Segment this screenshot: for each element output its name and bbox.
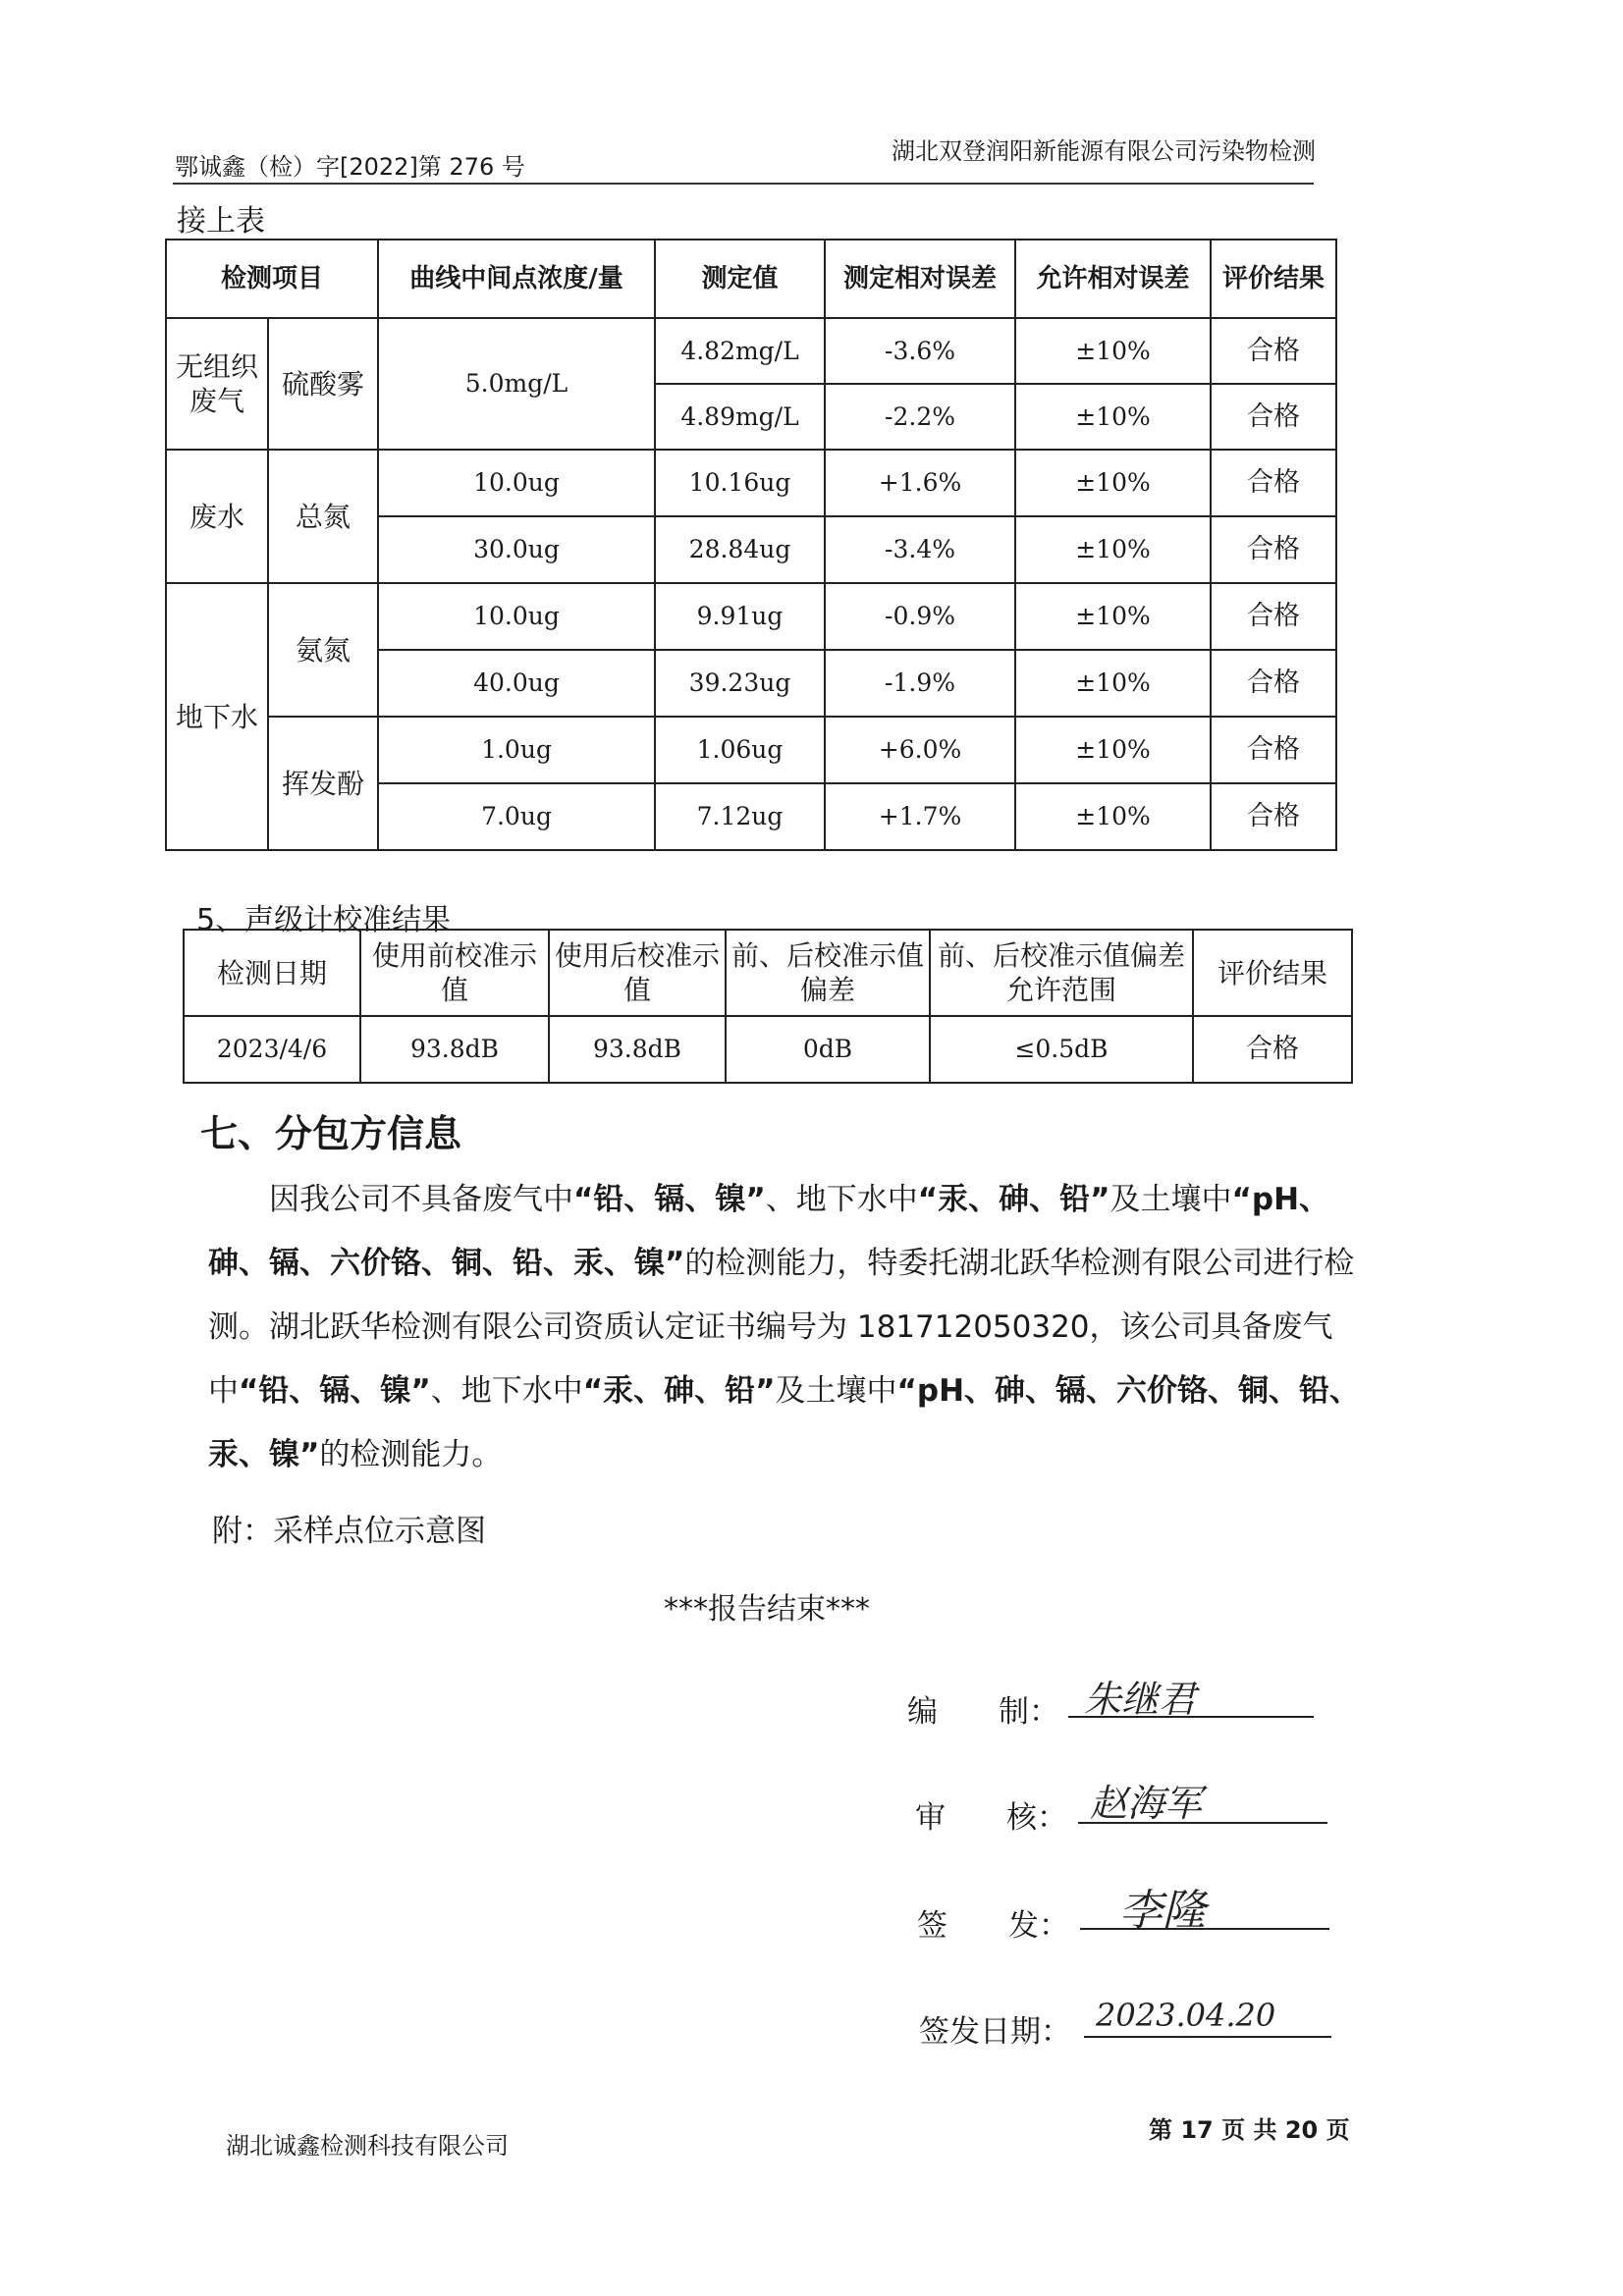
category-cell: 地下水: [166, 583, 268, 850]
deviation-cell: 0dB: [726, 1016, 930, 1083]
header-divider: [173, 183, 1314, 185]
date-cell: 2023/4/6: [184, 1016, 360, 1083]
table-row: [166, 583, 1336, 650]
measured-cell: 9.91ug: [655, 583, 825, 650]
result-cell: 合格: [1211, 583, 1336, 650]
para-text: 的检测能力，特委托湖北跃华检测有限公司进行检测。湖北跃华检测有限公司资质认定证书编号为 181712050320，该公司具备废气中: [208, 1246, 1355, 1409]
para-text: 、地下水中: [430, 1373, 583, 1409]
header-before: 使用前校准示值: [360, 930, 549, 1016]
rel-error-cell: +1.6%: [825, 450, 1015, 516]
table-row: [184, 1016, 1352, 1083]
concentration-cell: 7.0ug: [378, 783, 655, 850]
allowed-cell: ±10%: [1015, 650, 1211, 717]
header-deviation: 前、后校准示值偏差: [726, 930, 930, 1016]
para-bold: “pH、砷、镉、六价铬、铜、铅、汞、镍”: [208, 1373, 1361, 1472]
footer-page-info: 第 17 页 共 20 页: [1149, 2116, 1350, 2144]
concentration-cell: 40.0ug: [378, 650, 655, 717]
result-cell: 合格: [1211, 516, 1336, 583]
header-measured: 测定值: [655, 240, 825, 318]
category-cell: 无组织废气: [166, 318, 268, 450]
concentration-cell: 1.0ug: [378, 717, 655, 783]
header-rel-error: 测定相对误差: [825, 240, 1015, 318]
rel-error-cell: +6.0%: [825, 717, 1015, 783]
category-cell: 废水: [166, 450, 268, 583]
signature-issuer: 李隆: [1119, 1886, 1206, 1936]
para-text: 、地下水中: [765, 1182, 918, 1217]
rel-error-cell: -3.4%: [825, 516, 1015, 583]
table-header-row: [166, 240, 1336, 318]
header-after: 使用后校准示值: [549, 930, 726, 1016]
result-cell: 合格: [1211, 650, 1336, 717]
allowed-cell: ±10%: [1015, 717, 1211, 783]
rel-error-cell: -0.9%: [825, 583, 1015, 650]
allowed-cell: ±10%: [1015, 516, 1211, 583]
signature-issue-date: 2023.04.20: [1096, 1997, 1276, 2034]
signature-line: [1084, 2036, 1331, 2038]
result-cell: 合格: [1193, 1016, 1352, 1083]
report-end: ***报告结束***: [664, 1592, 870, 1627]
signature-compiler: 朱继君: [1084, 1678, 1197, 1721]
result-cell: 合格: [1211, 783, 1336, 850]
item-cell: 总氮: [268, 450, 378, 583]
header-item: 检测项目: [166, 240, 378, 318]
para-bold: “汞、砷、铅”: [582, 1373, 776, 1409]
concentration-cell: 10.0ug: [378, 450, 655, 516]
subcontract-paragraph: [208, 1168, 1367, 1487]
para-bold: “pH、砷、镉、六价铬、铜、铅、汞、镍”: [208, 1182, 1330, 1281]
measured-cell: 10.16ug: [655, 450, 825, 516]
signature-label-reviewer: 审 核：: [915, 1800, 1067, 1836]
measured-cell: 4.82mg/L: [655, 318, 825, 384]
rel-error-cell: -2.2%: [825, 384, 1015, 450]
sound-calibration-table: [183, 929, 1353, 1084]
sound-section-title: 5、声级计校准结果: [196, 903, 452, 937]
result-cell: 合格: [1211, 318, 1336, 384]
subcontract-title: 七、分包方信息: [200, 1112, 462, 1155]
measured-cell: 39.23ug: [655, 650, 825, 717]
header-concentration: 曲线中间点浓度/量: [378, 240, 655, 318]
after-cell: 93.8dB: [549, 1016, 726, 1083]
table-row: [166, 717, 1336, 783]
concentration-cell: 10.0ug: [378, 583, 655, 650]
para-text: 及土壤中: [775, 1373, 897, 1409]
allowed-cell: ±10%: [1015, 318, 1211, 384]
measured-cell: 7.12ug: [655, 783, 825, 850]
allowed-cell: ±10%: [1015, 384, 1211, 450]
allowed-cell: ±10%: [1015, 583, 1211, 650]
before-cell: 93.8dB: [360, 1016, 549, 1083]
signature-reviewer: 赵海军: [1090, 1782, 1203, 1825]
attachment-note: 附：采样点位示意图: [212, 1514, 486, 1549]
table-row: [166, 318, 1336, 384]
signature-label-issue-date: 签发日期：: [919, 2014, 1071, 2050]
footer-company: 湖北诚鑫检测科技有限公司: [226, 2132, 509, 2160]
header-result: 评价结果: [1211, 240, 1336, 318]
item-cell: 硫酸雾: [268, 318, 378, 450]
signature-label-compiler: 编 制：: [907, 1694, 1059, 1730]
measured-cell: 1.06ug: [655, 717, 825, 783]
report-number: 鄂诚鑫（检）字[2022]第 276 号: [175, 153, 525, 181]
qc-results-table: [165, 239, 1337, 851]
header-allowed-error: 允许相对误差: [1015, 240, 1211, 318]
header-allowed-range: 前、后校准示值偏差允许范围: [930, 930, 1193, 1016]
para-text: 的检测能力。: [319, 1437, 503, 1472]
item-cell: 氨氮: [268, 583, 378, 717]
rel-error-cell: -3.6%: [825, 318, 1015, 384]
para-bold: “铅、镉、镍”: [573, 1182, 766, 1217]
allowed-cell: ±10%: [1015, 783, 1211, 850]
concentration-cell: 5.0mg/L: [378, 318, 655, 450]
result-cell: 合格: [1211, 384, 1336, 450]
measured-cell: 28.84ug: [655, 516, 825, 583]
signature-label-issuer: 签 发：: [917, 1908, 1069, 1944]
continued-label: 接上表: [177, 204, 265, 239]
result-cell: 合格: [1211, 450, 1336, 516]
allowed-range-cell: ≤0.5dB: [930, 1016, 1193, 1083]
project-title: 湖北双登润阳新能源有限公司污染物检测: [892, 137, 1316, 165]
result-cell: 合格: [1211, 717, 1336, 783]
para-bold: “铅、镉、镍”: [239, 1373, 431, 1409]
table-header-row: [184, 930, 1352, 1016]
rel-error-cell: +1.7%: [825, 783, 1015, 850]
item-cell: 挥发酚: [268, 717, 378, 850]
para-text: 及土壤中: [1109, 1182, 1232, 1217]
para-text: 因我公司不具备废气中: [269, 1182, 573, 1217]
header-result: 评价结果: [1193, 930, 1352, 1016]
rel-error-cell: -1.9%: [825, 650, 1015, 717]
para-bold: “汞、砷、铅”: [917, 1182, 1110, 1217]
concentration-cell: 30.0ug: [378, 516, 655, 583]
allowed-cell: ±10%: [1015, 450, 1211, 516]
measured-cell: 4.89mg/L: [655, 384, 825, 450]
header-date: 检测日期: [184, 930, 360, 1016]
table-row: [166, 450, 1336, 516]
